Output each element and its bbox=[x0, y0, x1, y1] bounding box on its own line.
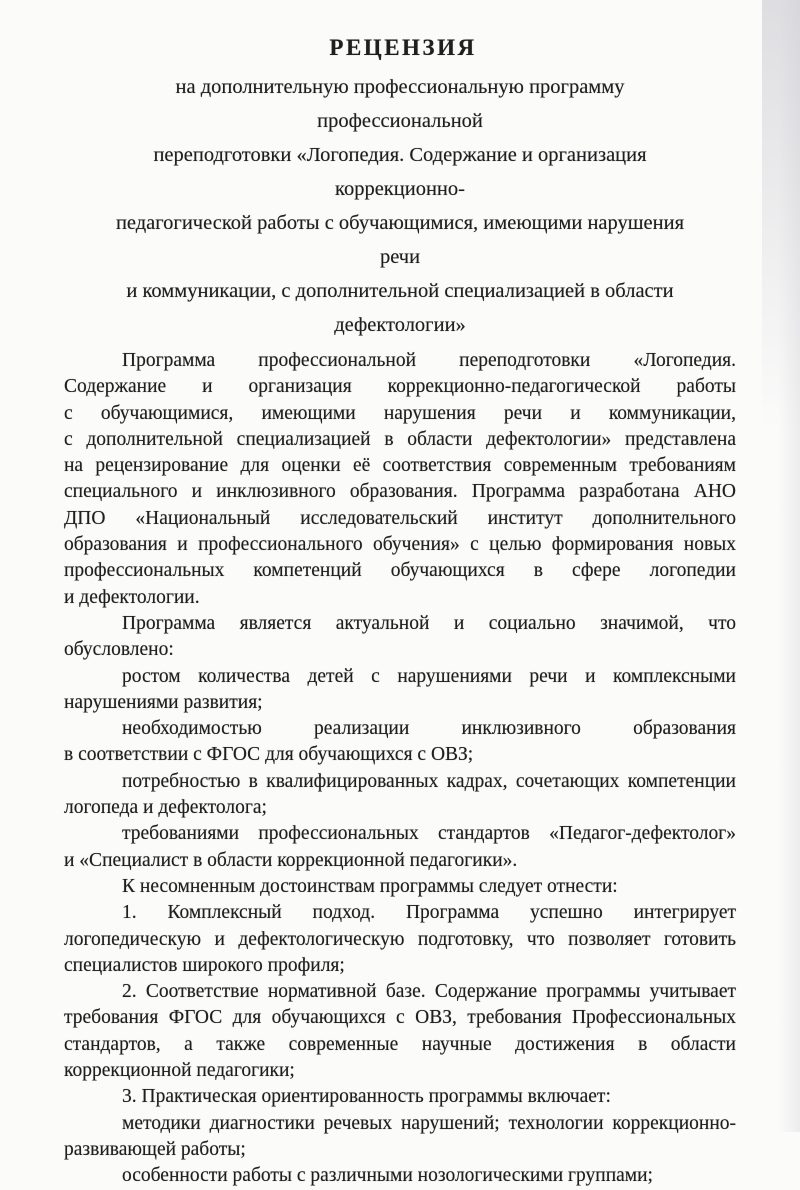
text-line: 1. Комплексный подход. Программа успешно интегрирует bbox=[122, 902, 736, 924]
text-line: ДПО «Национальный исследовательский институт дополнительного bbox=[64, 507, 736, 529]
paragraph bbox=[64, 979, 736, 1084]
text-line: и дефектологии. bbox=[64, 586, 200, 608]
text-line: требованиями профессиональных стандартов «Педагог-дефектолог» bbox=[122, 823, 736, 845]
text-line: необходимостью реализации инклюзивного образования bbox=[122, 718, 736, 740]
text-line: требования ФГОС для обучающихся с ОВЗ, требования Профессиональных bbox=[64, 1007, 736, 1029]
paragraph bbox=[64, 821, 736, 874]
document-title: РЕЦЕНЗИЯ bbox=[329, 35, 477, 60]
paragraph bbox=[64, 1111, 736, 1164]
paragraph bbox=[64, 611, 736, 664]
subtitle-line: и коммуникации, с дополнительной специализацией в области bbox=[126, 280, 674, 302]
text-line: специалистов широкого профиля; bbox=[64, 954, 345, 976]
text-line: с обучающимися, имеющими нарушения речи и коммуникации, bbox=[64, 402, 736, 424]
paragraph bbox=[64, 1084, 736, 1110]
subtitle-line: педагогической работы с обучающимися, имеющими нарушения речи bbox=[115, 212, 685, 268]
text-line: специального и инклюзивного образования. Программа разработана АНО bbox=[64, 481, 736, 503]
text-line: в соответствии с ФГОС для обучающихся с ОВЗ; bbox=[64, 744, 474, 766]
text-line: нарушениями развития; bbox=[64, 691, 263, 713]
document-subtitle bbox=[64, 70, 736, 342]
text-line: К несомненным достоинствам программы следует отнести: bbox=[122, 875, 618, 897]
text-line: потребностью в квалифицированных кадрах, сочетающих компетенции bbox=[122, 770, 736, 792]
text-line: логопеда и дефектолога; bbox=[64, 797, 267, 819]
text-line: Программа профессиональной переподготовки «Логопедия. bbox=[122, 350, 736, 371]
text-line: методики диагностики речевых нарушений; технологии коррекционно- bbox=[122, 1112, 736, 1134]
text-line: профессиональных компетенций обучающихся в сфере логопедии bbox=[64, 560, 736, 582]
paragraph bbox=[64, 716, 736, 769]
text-line: коррекционной педагогики; bbox=[64, 1060, 295, 1082]
text-line: стандартов, а также современные научные достижения в области bbox=[64, 1033, 736, 1055]
paragraph bbox=[64, 348, 736, 611]
text-line: Программа является актуальной и социально значимой, что bbox=[122, 612, 736, 634]
paragraph bbox=[64, 664, 736, 717]
text-line: обусловлено: bbox=[64, 639, 174, 661]
subtitle-line: переподготовки «Логопедия. Содержание и организация коррекционно- bbox=[153, 144, 647, 200]
text-line: особенности работы с различными нозологическими группами; bbox=[122, 1165, 653, 1187]
text-line: ростом количества детей с нарушениями речи и комплексными bbox=[122, 665, 736, 687]
text-line: логопедическую и дефектологическую подготовку, что позволяет готовить bbox=[64, 928, 736, 950]
text-line: образования и профессионального обучения» с целью формирования новых bbox=[64, 534, 736, 556]
paragraph bbox=[64, 900, 736, 979]
paragraph bbox=[64, 874, 736, 900]
text-line: Содержание и организация коррекционно-педагогической работы bbox=[64, 376, 736, 398]
document-body bbox=[64, 348, 736, 1190]
text-line: с дополнительной специализацией в области дефектологии» представлена bbox=[64, 428, 736, 450]
text-line: на рецензирование для оценки её соответствия современным требованиям bbox=[64, 455, 736, 477]
paragraph bbox=[64, 1163, 736, 1189]
text-line: и «Специалист в области коррекционной педагогики». bbox=[64, 849, 518, 871]
subtitle-line: дефектологии» bbox=[334, 314, 466, 336]
subtitle-line: на дополнительную профессиональную программу профессиональной bbox=[175, 76, 625, 132]
text-line: 3. Практическая ориентированность программы включает: bbox=[122, 1086, 611, 1108]
paragraph bbox=[64, 769, 736, 822]
text-line: развивающей работы; bbox=[64, 1138, 246, 1160]
text-line: 2. Соответствие нормативной базе. Содержание программы учитывает bbox=[122, 981, 736, 1003]
